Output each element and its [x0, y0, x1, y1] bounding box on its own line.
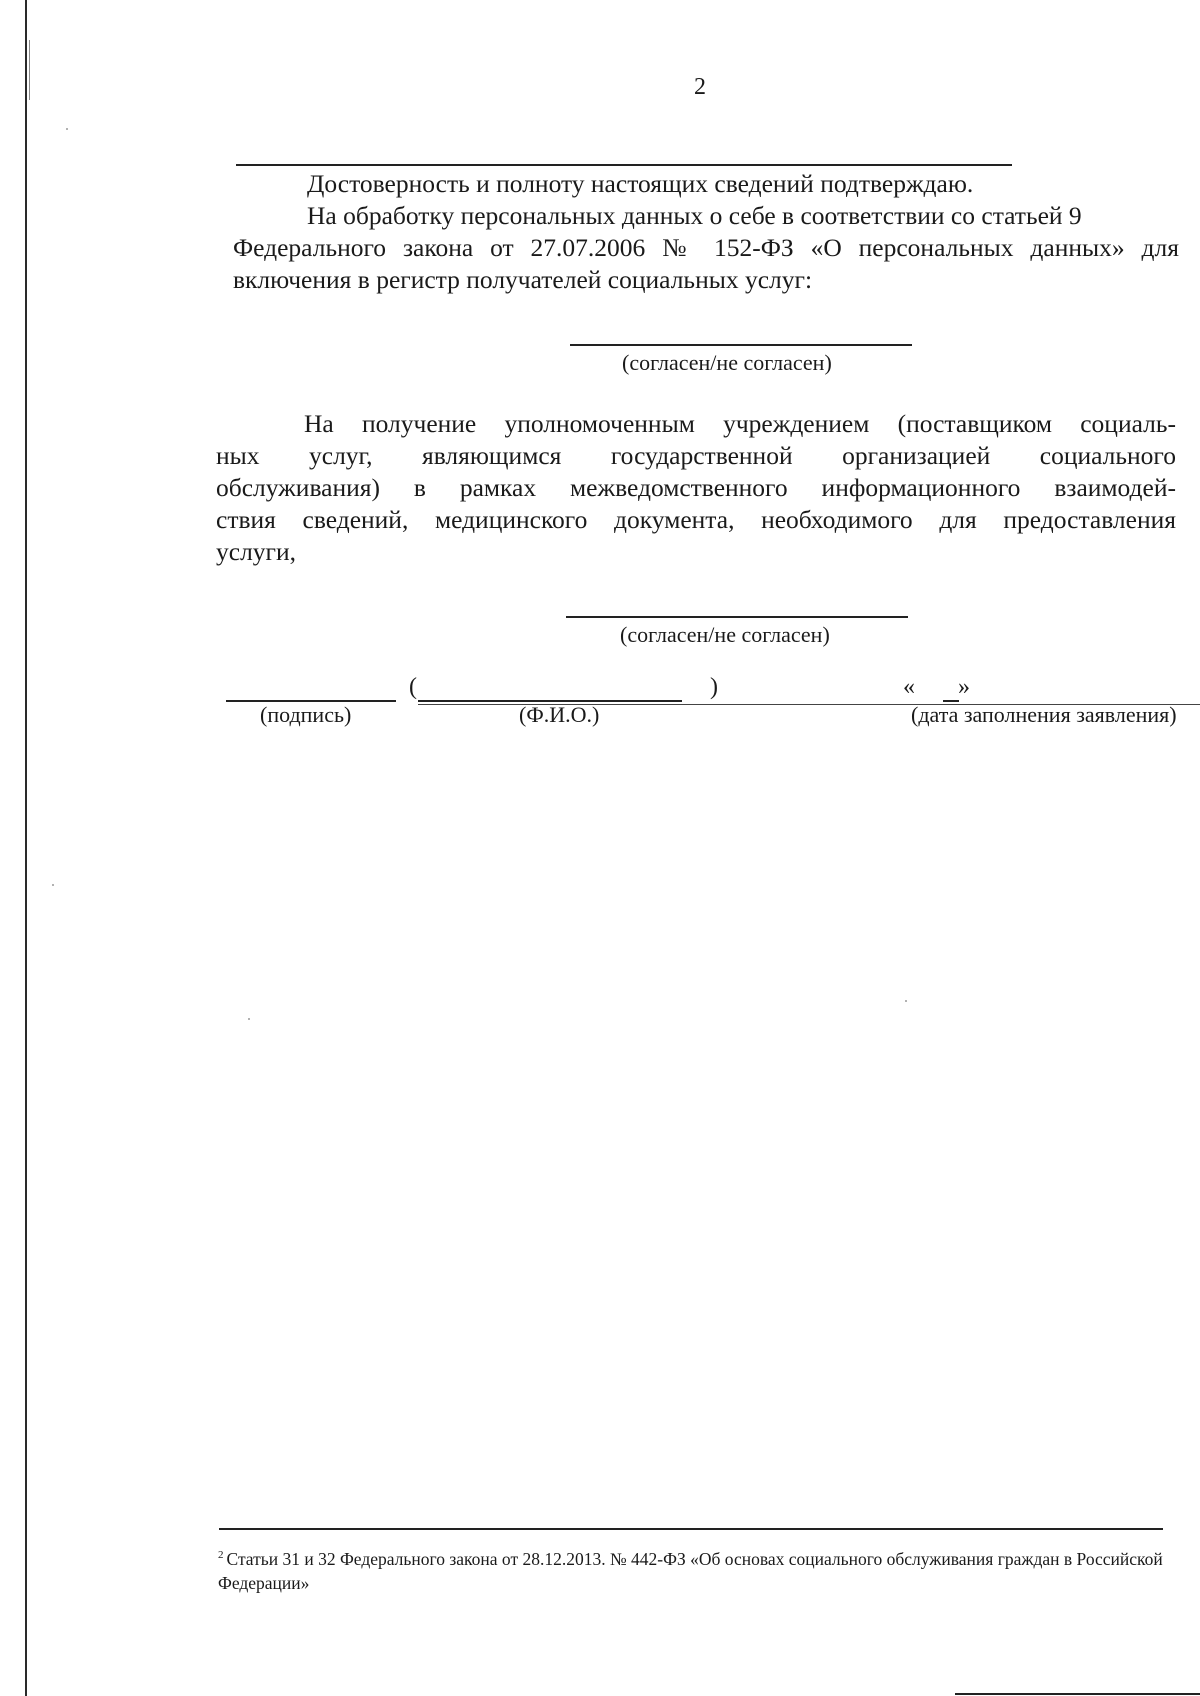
confirmation-line-2: На обработку персональных данных о себе в соответствии со статьей 9	[307, 201, 1082, 230]
confirmation-line-4: включения в регистр получателей социальных услуг:	[233, 265, 813, 294]
date-label: (дата заполнения заявления)	[911, 702, 1177, 727]
signature-label: (подпись)	[260, 702, 352, 727]
confirmation-line-1: Достоверность и полноту настоящих сведений подтверждаю.	[307, 169, 974, 198]
scan-speck	[248, 1018, 250, 1020]
consent-field-1[interactable]	[570, 344, 912, 346]
footnote-rule	[219, 1528, 1163, 1530]
scan-edge-mark	[29, 40, 30, 100]
scan-speck	[52, 884, 54, 886]
scan-speck	[66, 128, 68, 130]
consent-caption-2: (согласен/не согласен)	[620, 622, 830, 647]
scan-corner-line	[955, 1693, 1200, 1695]
footnote-text: Статьи 31 и 32 Федерального закона от 28.12.2013. № 442-ФЗ «Об основах социального обслуживания граждан в Российской Федерации»	[218, 1548, 1163, 1593]
name-open-paren: (	[409, 674, 417, 700]
request-line-1: На получение уполномоченным учреждением (поставщиком социаль-	[304, 409, 1176, 438]
consent-field-2[interactable]	[566, 616, 908, 618]
footnote-marker: 2	[218, 1549, 224, 1561]
request-line-3: обслуживания) в рамках межведомственного информационного взаимодей-	[216, 473, 1176, 502]
request-line-2: ных услуг, являющимся государственной организацией социального	[216, 441, 1176, 470]
request-paragraph	[216, 408, 1176, 568]
name-label: (Ф.И.О.)	[519, 702, 600, 727]
confirmation-line-3: Федерального закона от 27.07.2006 № 152-ФЗ «О персональных данных» для	[233, 233, 1179, 262]
request-line-5: услуги,	[216, 537, 297, 566]
scan-speck	[905, 1000, 907, 1002]
page-number: 2	[694, 74, 706, 100]
consent-caption-1: (согласен/не согласен)	[622, 350, 832, 375]
date-open-quote: «	[903, 674, 915, 700]
confirmation-paragraph	[233, 168, 1179, 296]
request-line-4: ствия сведений, медицинского документа, необходимого для предоставления	[216, 505, 1176, 534]
scan-edge-line	[25, 0, 27, 1696]
name-close-paren: )	[710, 674, 718, 700]
footnote	[218, 1543, 1168, 1595]
top-rule	[236, 164, 1012, 166]
date-close-quote: »	[958, 674, 970, 700]
